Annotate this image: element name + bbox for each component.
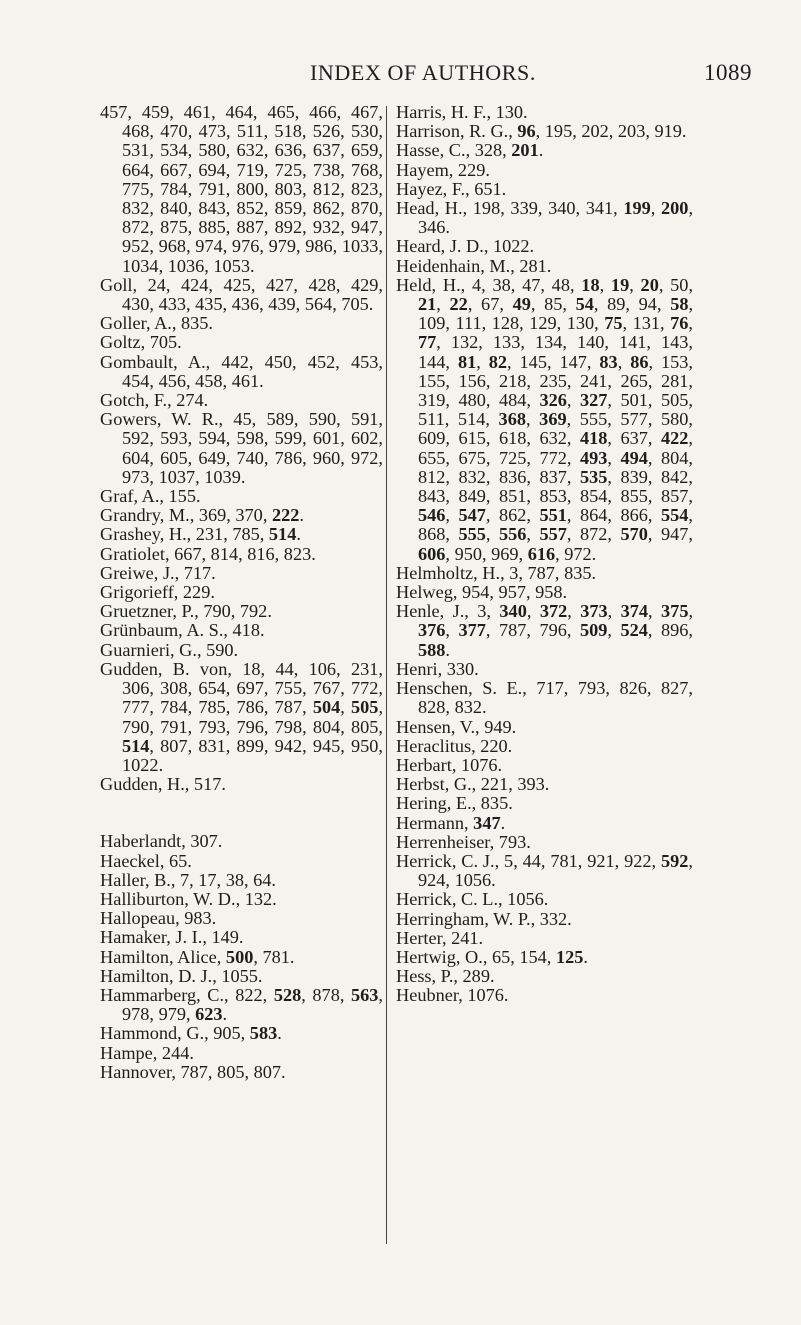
- index-entry: [396, 602, 693, 660]
- index-entry: [100, 986, 383, 1024]
- bold-page-ref: 19: [610, 274, 630, 295]
- entry-text: ,: [567, 601, 581, 622]
- index-entry: [100, 353, 383, 391]
- index-entry: [396, 141, 693, 160]
- bold-page-ref: 372: [539, 601, 568, 622]
- entry-text: Henschen, S. E., 717, 793, 826, 827, 828, 832.: [396, 678, 693, 718]
- index-entry: [396, 833, 693, 852]
- entry-text: , 972.: [555, 543, 597, 564]
- entry-text: Herringham, W. P., 332.: [396, 908, 572, 929]
- entry-text: .: [500, 812, 506, 833]
- bold-page-ref: 327: [580, 390, 608, 411]
- bold-page-ref: 583: [249, 1023, 278, 1044]
- entry-text: Herter, 241.: [396, 927, 484, 948]
- entry-text: Hasse, C., 328,: [396, 140, 512, 161]
- entry-text: Heubner, 1076.: [396, 985, 509, 1006]
- index-entry: [100, 660, 383, 775]
- entry-text: .: [277, 1023, 282, 1044]
- entry-text: Hannover, 787, 805, 807.: [100, 1061, 286, 1082]
- entry-text: ,: [617, 351, 631, 372]
- bold-page-ref: 347: [473, 812, 501, 833]
- index-entry: [100, 621, 383, 640]
- entry-text: ,: [526, 524, 540, 545]
- entry-text: .: [538, 140, 544, 161]
- entry-text: Guarnieri, G., 590.: [100, 639, 239, 660]
- entry-text: ,: [607, 447, 621, 468]
- entry-text: , 947,: [647, 524, 693, 545]
- entry-text: Gudden, B. von, 18, 44, 106, 231, 306, 308, 654, 697, 755, 767, 772, 777, 784, 785, 786, 787,: [100, 658, 383, 718]
- entry-text: Haeckel, 65.: [100, 850, 192, 871]
- bold-page-ref: 554: [661, 505, 689, 526]
- entry-text: Hering, E., 835.: [396, 793, 513, 814]
- entry-text: .: [583, 946, 588, 967]
- bold-page-ref: 22: [449, 294, 468, 315]
- entry-text: Herrenheiser, 793.: [396, 831, 531, 852]
- entry-text: , 781.: [253, 946, 295, 967]
- entry-text: ,: [648, 601, 662, 622]
- index-entry: [396, 852, 693, 890]
- index-entry: [100, 487, 383, 506]
- index-entry: [396, 660, 693, 679]
- entry-text: Herbst, G., 221, 393.: [396, 774, 550, 795]
- index-entry: [100, 506, 383, 525]
- entry-text: .: [445, 639, 450, 660]
- entry-text: Gombault, A., 442, 450, 452, 453, 454, 456, 458, 461.: [100, 351, 383, 391]
- index-entry: [396, 237, 693, 256]
- entry-text: Hammarberg, C., 822,: [100, 984, 274, 1005]
- entry-text: Halliburton, W. D., 132.: [100, 888, 277, 909]
- index-entry: [100, 967, 383, 986]
- entry-text: , 501, 505, 511, 514,: [418, 390, 693, 430]
- entry-text: Greiwe, J., 717.: [100, 562, 216, 583]
- index-entry: [100, 602, 383, 621]
- bold-page-ref: 83: [599, 351, 618, 372]
- index-entry: [396, 737, 693, 756]
- bold-page-ref: 58: [670, 294, 689, 315]
- entry-text: , 85,: [530, 294, 576, 315]
- entry-text: Herrick, C. J., 5, 44, 781, 921, 922,: [396, 850, 661, 871]
- entry-text: ,: [485, 524, 499, 545]
- bold-page-ref: 374: [620, 601, 649, 622]
- index-entry: [396, 929, 693, 948]
- index-entry: [396, 756, 693, 775]
- index-entry: [100, 1063, 383, 1082]
- entry-text: Grigorieff, 229.: [100, 582, 215, 603]
- entry-text: ,: [607, 620, 621, 641]
- entry-text: Haberlandt, 307.: [100, 831, 223, 852]
- entry-text: , 790, 791, 793, 796, 798, 804, 805,: [122, 697, 384, 737]
- entry-text: , 555, 577, 580, 609, 615, 618, 632,: [418, 409, 694, 449]
- entry-text: , 807, 831, 899, 942, 945, 950, 1022.: [122, 735, 383, 775]
- entry-text: , 153, 155, 156, 218, 235, 241, 265, 281, 319, 480, 484,: [418, 351, 693, 411]
- index-entry: [396, 948, 693, 967]
- bold-page-ref: 377: [458, 620, 486, 641]
- entry-text: , 655, 675, 725, 772,: [418, 428, 693, 468]
- bold-page-ref: 514: [122, 735, 150, 756]
- index-entry: [396, 967, 693, 986]
- index-entry: [100, 871, 383, 890]
- entry-text: Henri, 330.: [396, 658, 479, 679]
- bold-page-ref: 76: [670, 313, 689, 334]
- index-entry: [396, 583, 693, 602]
- bold-page-ref: 494: [620, 447, 648, 468]
- bold-page-ref: 528: [273, 984, 302, 1005]
- entry-text: Held, H., 4, 38, 47, 48,: [396, 274, 582, 295]
- letter-section-gap: [100, 794, 383, 832]
- bold-page-ref: 86: [630, 351, 649, 372]
- bold-page-ref: 563: [351, 984, 379, 1005]
- entry-text: Helmholtz, H., 3, 787, 835.: [396, 562, 597, 583]
- bold-page-ref: 422: [661, 428, 689, 449]
- bold-page-ref: 376: [418, 620, 446, 641]
- entry-text: , 896,: [647, 620, 693, 641]
- entry-text: ,: [525, 409, 540, 430]
- bold-page-ref: 616: [527, 543, 556, 564]
- entry-text: Herrick, C. L., 1056.: [396, 889, 549, 910]
- index-entry: [100, 890, 383, 909]
- index-entry: [100, 103, 383, 276]
- bold-page-ref: 555: [458, 524, 486, 545]
- entry-text: , 878,: [301, 984, 351, 1005]
- entry-text: ,: [526, 601, 540, 622]
- bold-page-ref: 551: [539, 505, 567, 526]
- entry-text: ,: [436, 294, 450, 315]
- column-divider: [386, 106, 387, 1244]
- entry-text: ,: [688, 313, 693, 334]
- bold-page-ref: 75: [604, 313, 623, 334]
- entry-text: Heard, J. D., 1022.: [396, 236, 535, 257]
- entry-text: , 804, 812, 832, 836, 837,: [418, 447, 693, 487]
- entry-text: , 924, 1056.: [418, 850, 693, 891]
- index-entry: [100, 909, 383, 928]
- entry-text: , 131,: [622, 313, 671, 334]
- index-entry: [100, 641, 383, 660]
- bold-page-ref: 623: [195, 1004, 223, 1025]
- index-entry: [100, 525, 383, 544]
- entry-text: ,: [629, 274, 641, 295]
- entry-text: Hayem, 229.: [396, 159, 490, 180]
- bold-page-ref: 21: [418, 294, 437, 315]
- entry-text: Hertwig, O., 65, 154,: [396, 946, 556, 967]
- entry-text: ,: [340, 697, 352, 718]
- entry-text: Hampe, 244.: [100, 1042, 194, 1063]
- entry-text: , 787, 796,: [485, 620, 580, 641]
- entry-text: , 67,: [467, 294, 513, 315]
- entry-text: Herbart, 1076.: [396, 754, 503, 775]
- bold-page-ref: 524: [620, 620, 648, 641]
- index-entry: [396, 122, 693, 141]
- index-entry: [396, 890, 693, 909]
- bold-page-ref: 588: [418, 639, 446, 660]
- bold-page-ref: 557: [539, 524, 567, 545]
- entry-text: ,: [445, 620, 459, 641]
- bold-page-ref: 222: [271, 505, 300, 526]
- index-entry: [396, 986, 693, 1005]
- entry-text: , 637,: [607, 428, 661, 449]
- entry-text: Hensen, V., 949.: [396, 716, 517, 737]
- bold-page-ref: 201: [511, 140, 539, 161]
- index-entry: [396, 257, 693, 276]
- entry-text: ,: [566, 390, 580, 411]
- entry-text: , 839, 842, 843, 849, 851, 853, 854, 855, 857,: [418, 466, 693, 507]
- index-entry: [100, 832, 383, 851]
- index-entry: [100, 1024, 383, 1043]
- entry-text: Hamilton, D. J., 1055.: [100, 965, 263, 986]
- entry-text: , 862,: [485, 505, 540, 526]
- index-entry: [100, 583, 383, 602]
- index-entry: [100, 333, 383, 352]
- bold-page-ref: 546: [418, 505, 446, 526]
- index-entry: [100, 1044, 383, 1063]
- entry-text: ,: [476, 351, 489, 372]
- entry-text: Gudden, H., 517.: [100, 774, 226, 795]
- index-column-right: [396, 103, 693, 1006]
- entry-text: Harris, H. F., 130.: [396, 102, 528, 122]
- entry-text: Hess, P., 289.: [396, 966, 495, 987]
- entry-text: , 864, 866,: [566, 505, 661, 526]
- bold-page-ref: 368: [498, 409, 526, 430]
- entry-text: Hamaker, J. I., 149.: [100, 927, 244, 948]
- entry-text: Hallopeau, 983.: [100, 908, 217, 929]
- entry-text: Gruetzner, P., 790, 792.: [100, 601, 272, 622]
- bold-page-ref: 418: [580, 428, 608, 449]
- bold-page-ref: 200: [661, 198, 689, 219]
- entry-text: Helweg, 954, 957, 958.: [396, 582, 568, 603]
- entry-text: Grandry, M., 369, 370,: [100, 505, 272, 526]
- index-entry: [100, 391, 383, 410]
- index-entry: [396, 794, 693, 813]
- bold-page-ref: 514: [268, 524, 297, 545]
- entry-text: , 868,: [418, 505, 693, 545]
- index-entry: [396, 564, 693, 583]
- entry-text: Harrison, R. G.,: [396, 121, 518, 142]
- bold-page-ref: 606: [418, 543, 446, 564]
- bold-page-ref: 547: [458, 505, 486, 526]
- bold-page-ref: 493: [580, 447, 608, 468]
- entry-text: , 346.: [418, 198, 694, 238]
- bold-page-ref: 592: [661, 850, 689, 871]
- bold-page-ref: 535: [580, 466, 608, 487]
- index-entry: [100, 314, 383, 333]
- index-entry: [100, 564, 383, 583]
- bold-page-ref: 49: [512, 294, 531, 315]
- entry-text: Gratiolet, 667, 814, 816, 823.: [100, 543, 316, 564]
- index-entry: [396, 161, 693, 180]
- index-entry: [100, 928, 383, 947]
- index-entry: [396, 718, 693, 737]
- bold-page-ref: 504: [312, 697, 341, 718]
- index-entry: [396, 276, 693, 564]
- bold-page-ref: 373: [580, 601, 608, 622]
- entry-text: Heidenhain, M., 281.: [396, 255, 552, 276]
- index-entry: [396, 775, 693, 794]
- entry-text: , 195, 202, 203, 919.: [535, 121, 687, 142]
- index-entry: [100, 410, 383, 487]
- page-number: 1089: [704, 60, 752, 85]
- entry-text: Goll, 24, 424, 425, 427, 428, 429, 430, 433, 435, 436, 439, 564, 705.: [100, 274, 383, 315]
- entry-text: .: [222, 1004, 228, 1025]
- entry-text: Gotch, F., 274.: [100, 390, 209, 411]
- entry-text: ,: [607, 601, 621, 622]
- entry-text: ,: [688, 601, 694, 622]
- index-entry: [100, 775, 383, 794]
- entry-text: .: [299, 505, 304, 526]
- bold-page-ref: 54: [575, 294, 594, 315]
- bold-page-ref: 369: [539, 409, 567, 430]
- entry-text: Heraclitus, 220.: [396, 735, 513, 756]
- index-entry: [396, 199, 693, 237]
- bold-page-ref: 199: [623, 198, 651, 219]
- index-entry: [396, 910, 693, 929]
- entry-text: ,: [650, 198, 662, 219]
- bold-page-ref: 570: [620, 524, 648, 545]
- bold-page-ref: 77: [418, 332, 437, 353]
- index-column-left: [100, 103, 383, 1082]
- entry-text: Goller, A., 835.: [100, 313, 214, 334]
- bold-page-ref: 556: [499, 524, 527, 545]
- bold-page-ref: 326: [539, 390, 567, 411]
- entry-text: Grashey, H., 231, 785,: [100, 524, 269, 545]
- bold-page-ref: 82: [488, 351, 508, 372]
- entry-text: Grünbaum, A. S., 418.: [100, 620, 265, 641]
- entry-text: Hermann,: [396, 812, 474, 833]
- entry-text: , 872,: [566, 524, 621, 545]
- running-head-title: INDEX OF AUTHORS.: [310, 60, 536, 85]
- running-header: [0, 60, 801, 90]
- entry-text: Goltz, 705.: [100, 332, 182, 353]
- entry-text: , 145, 147,: [507, 351, 600, 372]
- entry-text: , 132, 133, 134, 140, 141, 143, 144,: [418, 332, 693, 372]
- entry-text: , 109, 111, 128, 129, 130,: [418, 294, 694, 334]
- bold-page-ref: 18: [581, 274, 600, 295]
- index-entry: [100, 948, 383, 967]
- entry-text: Hammond, G., 905,: [100, 1023, 250, 1044]
- entry-text: , 89, 94,: [593, 294, 671, 315]
- entry-text: Hamilton, Alice,: [100, 946, 226, 967]
- bold-page-ref: 505: [351, 697, 379, 718]
- bold-page-ref: 340: [499, 601, 527, 622]
- entry-text: Haller, B., 7, 17, 38, 64.: [100, 869, 276, 890]
- entry-text: , 950, 969,: [445, 543, 528, 564]
- entry-text: ,: [445, 505, 459, 526]
- bold-page-ref: 500: [225, 946, 254, 967]
- index-entry: [396, 103, 693, 122]
- index-entry: [396, 180, 693, 199]
- index-entry: [100, 852, 383, 871]
- entry-text: Henle, J., 3,: [396, 601, 500, 622]
- bold-page-ref: 125: [555, 946, 584, 967]
- index-entry: [396, 814, 693, 833]
- entry-text: 457, 459, 461, 464, 465, 466, 467, 468, 470, 473, 511, 518, 526, 530, 531, 534, 580, 632, 636, 637, 659, 664, 667, 694, 719, 725, 738, 768, 775, 784, 791, 800, 803, 812, 823, 832, 840, 843, 852, 859, 862, 870, 872, 875, 885, 887, 892, 932, 947, 952, 968, 974, 976, 979, 986, 1033, 1034, 1036, 1053.: [100, 102, 383, 276]
- bold-page-ref: 20: [640, 274, 659, 295]
- entry-text: , 50,: [658, 274, 694, 295]
- bold-page-ref: 96: [517, 121, 536, 142]
- index-entry: [396, 679, 693, 717]
- entry-text: .: [296, 524, 301, 545]
- entry-text: Gowers, W. R., 45, 589, 590, 591, 592, 593, 594, 598, 599, 601, 602, 604, 605, 649, 740, 786, 960, 972, 973, 1037, 1039.: [100, 409, 383, 487]
- entry-text: Hayez, F., 651.: [396, 178, 507, 199]
- index-entry: [100, 276, 383, 314]
- bold-page-ref: 375: [661, 601, 689, 622]
- entry-text: ,: [599, 274, 611, 295]
- entry-text: Graf, A., 155.: [100, 486, 201, 507]
- index-entry: [100, 545, 383, 564]
- entry-text: , 978, 979,: [122, 984, 383, 1025]
- entry-text: Head, H., 198, 339, 340, 341,: [396, 198, 624, 219]
- bold-page-ref: 509: [580, 620, 608, 641]
- bold-page-ref: 81: [457, 351, 477, 372]
